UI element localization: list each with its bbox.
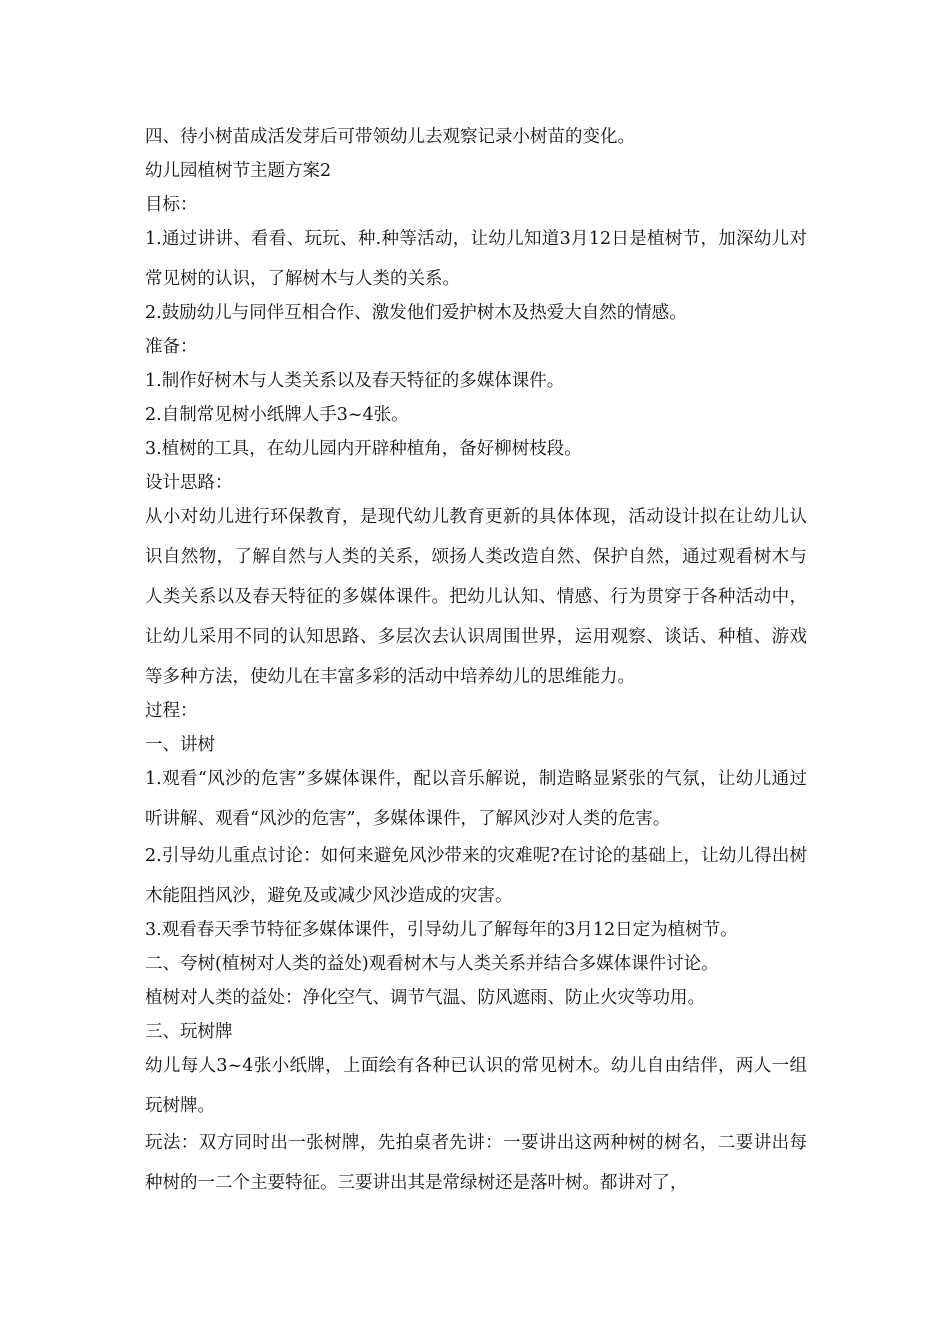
goal-item-1: 1.通过讲讲、看看、玩玩、种.种等活动，让幼儿知道3月12日是植树节，加深幼儿对常见树的认识，了解树木与人类的关系。 xyxy=(145,229,807,289)
section-title-plan-2: 幼儿园植树节主题方案2 xyxy=(145,161,332,181)
heading-goals: 目标： xyxy=(145,195,198,215)
heading-part-two: 二、夸树(植树对人类的益处)观看树木与人类关系并结合多媒体课件讨论。 xyxy=(145,954,719,974)
heading-design-idea: 设计思路： xyxy=(145,473,233,493)
process-item-2: 2.引导幼儿重点讨论：如何来避免风沙带来的灾难呢?在讨论的基础上，让幼儿得出树木能阻挡风沙，避免及或减少风沙造成的灾害。 xyxy=(145,846,807,906)
preparation-item-3: 3.植树的工具，在幼儿园内开辟种植角，备好柳树枝段。 xyxy=(145,439,582,459)
goal-item-2: 2.鼓励幼儿与同伴互相合作、激发他们爱护树木及热爱大自然的情感。 xyxy=(145,303,687,323)
heading-part-one: 一、讲树 xyxy=(145,735,215,755)
game-rules-paragraph: 玩法：双方同时出一张树牌，先拍桌者先讲：一要讲出这两种树的树名，二要讲出每种树的一二个主要特征。三要讲出其是常绿树还是落叶树。都讲对了， xyxy=(145,1133,807,1193)
design-idea-paragraph: 从小对幼儿进行环保教育，是现代幼儿教育更新的具体体现，活动设计拟在让幼儿认识自然物，了解自然与人类的关系，颂扬人类改造自然、保护自然，通过观看树木与人类关系以及春天特征的多媒体课件。把幼儿认知、情感、行为贯穿于各种活动中，让幼儿采用不同的认知思路、多层次去认识周围世界，运用观察、谈话、种植、游戏等多种方法，使幼儿在丰富多彩的活动中培养幼儿的思维能力。 xyxy=(145,507,807,687)
process-item-1: 1.观看“风沙的危害”多媒体课件，配以音乐解说，制造略显紧张的气氛，让幼儿通过听讲解、观看“风沙的危害”，多媒体课件，了解风沙对人类的危害。 xyxy=(145,769,807,829)
document-body xyxy=(145,120,807,1200)
heading-part-three: 三、玩树牌 xyxy=(145,1022,233,1042)
heading-process: 过程： xyxy=(145,701,198,721)
tree-cards-paragraph: 幼儿每人3~4张小纸牌，上面绘有各种已认识的常见树木。幼儿自由结伴，两人一组玩树牌。 xyxy=(145,1056,807,1116)
paragraph-step-four: 四、待小树苗成活发芽后可带领幼儿去观察记录小树苗的变化。 xyxy=(145,127,635,147)
process-item-3: 3.观看春天季节特征多媒体课件，引导幼儿了解每年的3月12日定为植树节。 xyxy=(145,920,738,940)
preparation-item-2: 2.自制常见树小纸牌人手3~4张。 xyxy=(145,405,409,425)
preparation-item-1: 1.制作好树木与人类关系以及春天特征的多媒体课件。 xyxy=(145,371,565,391)
benefits-paragraph: 植树对人类的益处：净化空气、调节气温、防风遮雨、防止火灾等功用。 xyxy=(145,988,705,1008)
heading-preparation: 准备： xyxy=(145,337,198,357)
